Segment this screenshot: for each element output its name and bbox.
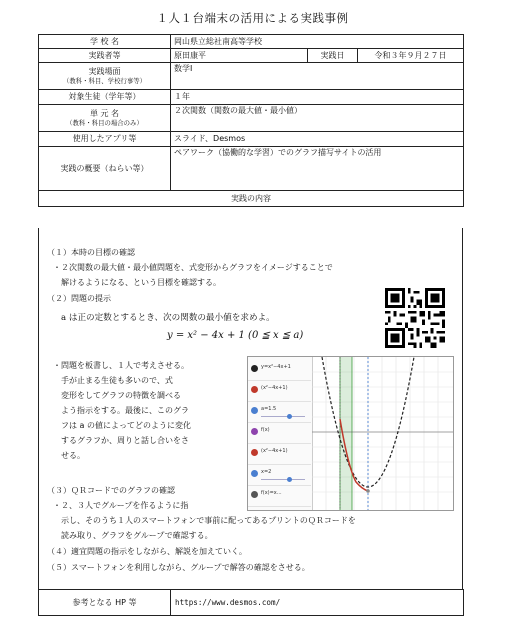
- unit-label-cell: [39, 105, 171, 132]
- date-value: 令和３年９月２７日: [358, 49, 464, 63]
- apps-label: 使用したアプリ等: [39, 132, 171, 147]
- paragraph-line: ・問題を板書し、１人で考えさせる。: [53, 361, 189, 370]
- info-table: [38, 34, 464, 207]
- expression-color-icon[interactable]: [251, 407, 258, 414]
- paragraph-line: せる。: [61, 451, 85, 460]
- teacher-label: 実践者等: [39, 49, 171, 63]
- slider-knob[interactable]: [287, 477, 292, 482]
- expression-text: y=x²−4x+1: [261, 364, 291, 370]
- desmos-expression-row[interactable]: [248, 361, 311, 381]
- target-label: 対象生徒（学年等）: [39, 90, 171, 105]
- slider-track[interactable]: [261, 416, 305, 417]
- apps-value: スライド、Desmos: [171, 132, 464, 147]
- desmos-expression-row[interactable]: [248, 487, 311, 507]
- expression-color-icon[interactable]: [251, 491, 258, 498]
- expression-text: (x²−4x+1): [261, 385, 288, 391]
- paragraph-line: フは a の値によってどのように変化: [61, 421, 191, 430]
- qr-code-image: [385, 288, 445, 348]
- unit-sub: （教科・科目の場合のみ）: [66, 119, 143, 127]
- unit-value: ２次関数（関数の最大値・最小値）: [171, 105, 464, 132]
- expression-text: (x²−4x+1): [261, 448, 288, 454]
- expression-color-icon[interactable]: [251, 386, 258, 393]
- expression-text: x=2: [261, 469, 272, 475]
- page-title: １人１台端末の活用による実践事例: [156, 11, 349, 25]
- problem-equation: y = x² − 4x + 1 (0 ≦ x ≦ a): [167, 330, 304, 341]
- paragraph-line: するグラフか、周りと話し合いをさ: [61, 436, 189, 445]
- expression-text: f(x): [261, 427, 270, 433]
- paragraph-line: 変形をしてグラフの特徴を調べる: [61, 391, 181, 400]
- teacher-value: 原田康平: [171, 49, 308, 63]
- section-1-heading: （１）本時の目標の確認: [47, 248, 135, 257]
- scene-label: 実践場面: [88, 67, 121, 76]
- summary-value: ペアワーク（協働的な学習）でのグラフ描写サイトの活用: [171, 147, 464, 191]
- desmos-expression-row[interactable]: [248, 382, 311, 402]
- expression-color-icon[interactable]: [251, 428, 258, 435]
- problem-statement: a は正の定数とするとき、次の関数の最小値を求めよ。: [61, 313, 275, 323]
- reference-link[interactable]: https://www.desmos.com/: [171, 590, 464, 616]
- section-3-heading: （３）ＱＲコードでのグラフの確認: [47, 486, 175, 495]
- scene-sub: （教科・科目、学校行事等）: [62, 77, 147, 85]
- desmos-expression-row[interactable]: [248, 424, 311, 444]
- section-5-heading: （５）スマートフォンを利用しながら、グループで解答の確認をさせる。: [47, 563, 310, 572]
- summary-label: 実践の概要（ねらい等）: [39, 147, 171, 191]
- slider-knob[interactable]: [287, 414, 292, 419]
- desmos-screenshot: [247, 356, 454, 511]
- expression-color-icon[interactable]: [251, 365, 258, 372]
- section-3-bullet: ・２、３人でグループを作るように指: [53, 501, 189, 510]
- paragraph-line: よう指示をする。最後に、このグラ: [61, 406, 189, 415]
- desmos-expression-list: [248, 357, 313, 511]
- desmos-graph: [312, 357, 454, 510]
- slider-track[interactable]: [261, 479, 305, 480]
- school-label: 学 校 名: [39, 35, 171, 49]
- expression-color-icon[interactable]: [251, 449, 258, 456]
- scene-value: 数学Ⅰ: [171, 63, 464, 90]
- expression-color-icon[interactable]: [251, 470, 258, 477]
- reference-label: 参考となる HP 等: [39, 590, 171, 616]
- section-2-heading: （２）問題の提示: [47, 294, 111, 303]
- section-3-bullet-cont2: 読み取り、グラフをグループで確認する。: [61, 531, 213, 540]
- desmos-expression-row[interactable]: [248, 403, 311, 423]
- expression-text: f(x)=x...: [261, 490, 282, 496]
- section-3-bullet-cont: 示し、そのうち１人のスマートフォンで事前に配ってあるプリントのＱＲコードを: [61, 516, 356, 525]
- target-value: １年: [171, 90, 464, 105]
- section-4-heading: （４）適宜問題の指示をしながら、解説を加えていく。: [47, 547, 247, 556]
- unit-label: 単 元 名: [89, 109, 120, 118]
- reference-table: [38, 589, 464, 616]
- school-value: 岡山県立総社南高等学校: [171, 35, 464, 49]
- desmos-expression-row[interactable]: [248, 466, 311, 486]
- date-label: 実践日: [308, 49, 358, 63]
- paragraph-line: 手が止まる生徒も多いので、式: [61, 376, 173, 385]
- section-1-bullet: ・２次関数の最大値・最小値問題を、式変形からグラフをイメージすることで: [53, 263, 333, 272]
- expression-text: a=1.5: [261, 406, 277, 412]
- content-header: 実践の内容: [39, 191, 464, 207]
- section-1-bullet-cont: 解けるようになる、という目標を確認する。: [61, 278, 221, 287]
- scene-label-cell: [39, 63, 171, 90]
- content-body: [38, 228, 463, 590]
- desmos-expression-row[interactable]: [248, 445, 311, 465]
